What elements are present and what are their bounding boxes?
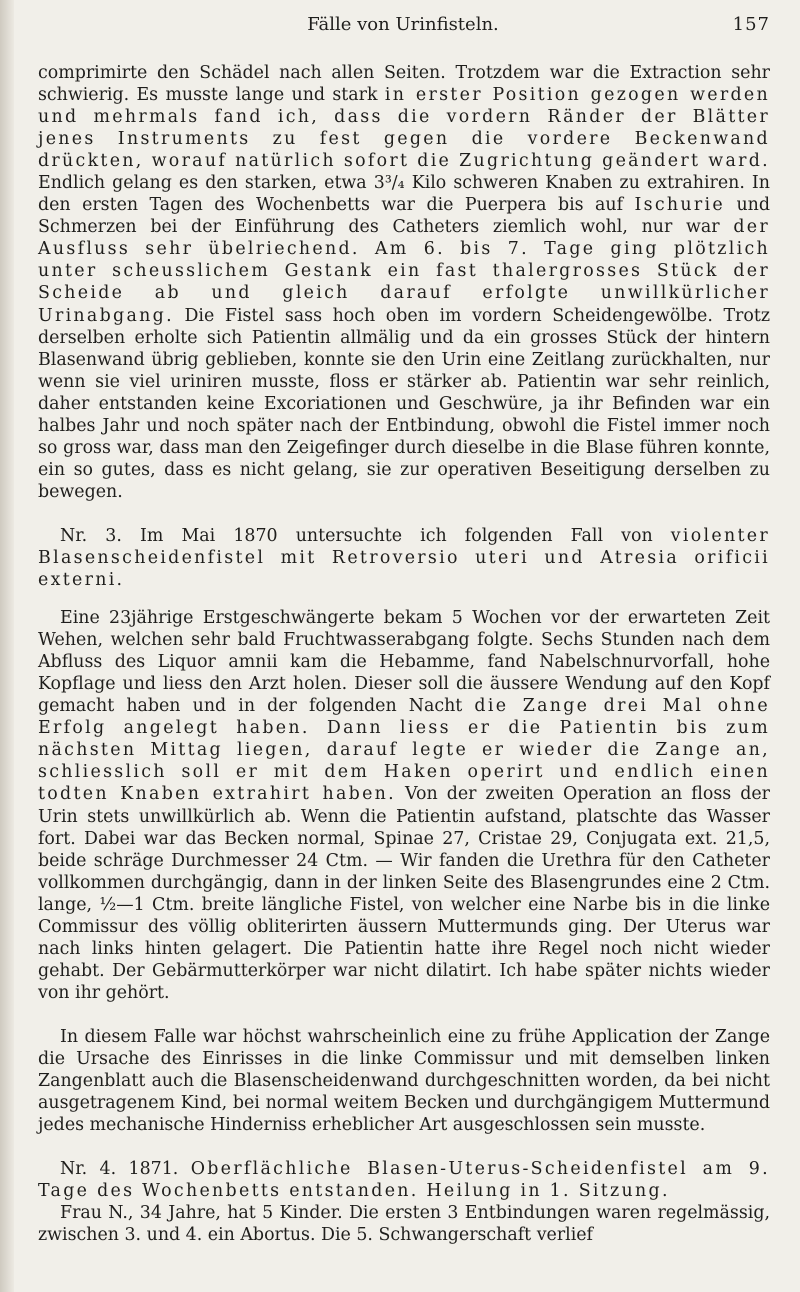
spaced-emphasis: der Ausfluss sehr übelriechend. Am 6. bis 7. Tage ging plötzlich unter scheusslichem Gestank ein fast thalergrosses Stück der Scheide ab und gleich darauf erfolgte unwillkürlicher Urinabgang.: [38, 217, 770, 326]
running-header: [36, 14, 770, 44]
spaced-emphasis: Ischurie: [634, 195, 726, 216]
case-heading-3: Nr. 3. Im Mai 1870 untersuchte ich folgenden Fall von violenter Blasenscheidenfistel mit Retroversio uteri und Atresia orificii externi.: [38, 525, 770, 591]
spaced-emphasis: in erster Position gezogen werden und mehrmals fand ich, dass die vordern Ränder der Blätter jenes Instruments zu fest gegen die vordere Beckenwand drückten, worauf natürlich sofort die Zugrichtung geändert ward.: [38, 85, 771, 172]
case-title: Oberflächliche Blasen-Uterus-Scheidenfistel am 9. Tage des Wochenbetts entstanden. Heilung in 1. Sitzung.: [38, 1159, 770, 1202]
running-title: Fälle von Urinfisteln.: [307, 14, 499, 35]
page-body: [38, 62, 770, 1246]
paragraph-case3: Eine 23jährige Erstgeschwängerte bekam 5 Wochen vor der erwarteten Zeit Wehen, welchen sehr bald Fruchtwasserabgang folgte. Sechs Stunden nach dem Abfluss des Liquor amnii kam die Hebamme, fand Nabelschnurvorfall, hohe Kopflage und liess den Arzt holen. Dieser soll die äussere Wendung auf den Kopf gemacht haben und in der folgenden Nacht die Zange drei Mal ohne Erfolg angelegt haben. Dann liess er die Patientin bis zum nächsten Mittag liegen, darauf legte er wieder die Zange an, schliesslich soll er mit dem Haken operirt und endlich einen todten Knaben extrahirt haben. Von der zweiten Operation an floss der Urin stets unwillkürlich ab. Wenn die Patientin aufstand, platschte das Wasser fort. Dabei war das Becken normal, Spinae 27, Cristae 29, Conjugata ext. 21,5, beide schräge Durchmesser 24 Ctm. — Wir fanden die Urethra für den Catheter vollkommen durchgängig, dann in der linken Seite des Blasengrundes eine 2 Ctm. lange, ½—1 Ctm. breite längliche Fistel, von welcher eine Narbe bis in die linke Commissur des völlig obliterirten äussern Muttermunds ging. Der Uterus war nach links hinten gelagert. Die Patientin hatte ihre Regel noch nicht wieder gehabt. Der Gebärmutterkörper war nicht dilatirt. Ich habe später nichts wieder von ihr gehört.: [38, 608, 770, 1003]
paragraph-case3-discussion: In diesem Falle war höchst wahrscheinlich eine zu frühe Application der Zange die Ursache des Einrisses in die linke Commissur und mit demselben linken Zangenblatt auch die Blasenscheidenwand durchgeschnitten worden, da bei nicht ausgetragenem Kind, bei normal weitem Becken und durchgängigem Muttermund jedes mechanische Hinderniss erheblicher Art ausgeschlossen sein musste.: [38, 1026, 770, 1136]
paragraph-case2-continued: comprimirte den Schädel nach allen Seiten. Trotzdem war die Extraction sehr schwierig. Es musste lange und stark in erster Position gezogen werden und mehrmals fand ich, dass die vordern Ränder der Blätter jenes Instruments zu fest gegen die vordere Beckenwand drückten, worauf natürlich sofort die Zugrichtung geändert ward. Endlich gelang es den starken, etwa 3³/₄ Kilo schweren Knaben zu extrahiren. In den ersten Tagen des Wochenbetts war die Puerpera bis auf Ischurie und Schmerzen bei der Einführung des Catheters ziemlich wohl, nur war der Ausfluss sehr übelriechend. Am 6. bis 7. Tage ging plötzlich unter scheusslichem Gestank ein fast thalergrosses Stück der Scheide ab und gleich darauf erfolgte unwillkürlicher Urinabgang. Die Fistel sass hoch oben im vordern Scheidengewölbe. Trotz derselben erholte sich Patientin allmälig und da ein grosses Stück der hintern Blasenwand übrig geblieben, konnte sie den Urin eine Zeitlang zurückhalten, nur wenn sie viel uriniren musste, floss er stärker ab. Patientin war sehr reinlich, daher entstanden keine Excoriationen und Geschwüre, ja ihr Befinden war ein halbes Jahr und noch später nach der Entbindung, obwohl die Fistel immer noch so gross war, dass man den Zeigefinger durch dieselbe in die Blase führen konnte, ein so gutes, dass es nicht gelang, sie zur operativen Beseitigung derselben zu bewegen.: [38, 63, 771, 502]
page-number: 157: [732, 14, 770, 35]
spaced-emphasis: die Zange drei Mal ohne Erfolg angelegt haben. Dann liess er die Patientin bis zum nächsten Mittag liegen, darauf legte er wieder die Zange an, schliesslich soll er mit dem Haken operirt und endlich einen todten Knaben extrahirt haben.: [38, 696, 770, 805]
paragraph-case4: Frau N., 34 Jahre, hat 5 Kinder. Die ersten 3 Entbindungen waren regelmässig, zwischen 3. und 4. ein Abortus. Die 5. Schwangerschaft verlief: [38, 1203, 770, 1246]
binding-shadow: [0, 0, 14, 1292]
case-heading-4: Nr. 4. 1871. Oberflächliche Blasen-Uterus-Scheidenfistel am 9. Tage des Wochenbetts entstanden. Heilung in 1. Sitzung.: [38, 1159, 770, 1202]
case-title: violenter Blasenscheidenfistel mit Retroversio uteri und Atresia orificii externi.: [38, 525, 770, 591]
